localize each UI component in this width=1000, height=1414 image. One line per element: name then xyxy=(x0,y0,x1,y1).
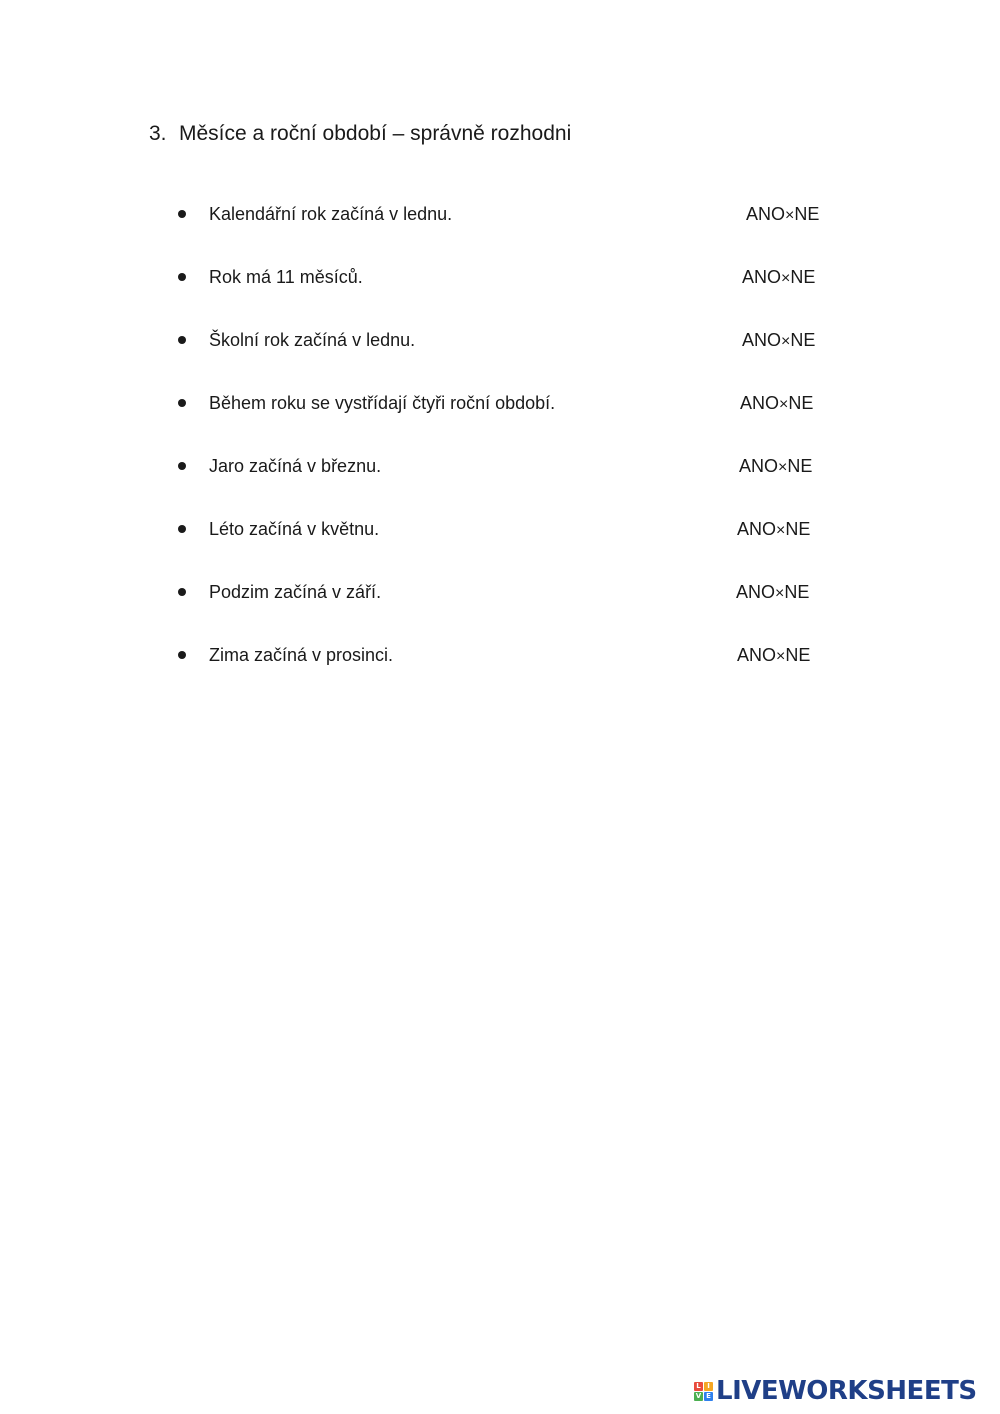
list-item xyxy=(178,453,878,479)
no-option[interactable]: NE xyxy=(787,456,813,476)
logo-grid-icon xyxy=(694,1382,713,1401)
no-option[interactable]: NE xyxy=(790,267,816,287)
no-option[interactable]: NE xyxy=(785,519,811,539)
statement-text: Školní rok začíná v lednu. xyxy=(209,330,416,350)
bullet-icon xyxy=(178,273,186,281)
separator: × xyxy=(775,585,785,602)
yes-option[interactable]: ANO xyxy=(742,267,782,287)
exercise-title: Měsíce a roční období – správně rozhodni xyxy=(179,122,572,145)
list-item xyxy=(178,264,878,290)
logo-letter: V xyxy=(695,1391,702,1400)
statement-text: Podzim začíná v září. xyxy=(209,582,382,602)
exercise-heading xyxy=(149,119,571,149)
separator: × xyxy=(776,648,786,665)
yes-option[interactable]: ANO xyxy=(736,582,776,602)
list-item xyxy=(178,642,878,668)
list-item xyxy=(178,516,878,542)
answer-choice xyxy=(739,453,812,481)
yes-option[interactable]: ANO xyxy=(746,204,786,224)
statement-text: Během roku se vystřídají čtyři roční období. xyxy=(209,393,556,413)
separator: × xyxy=(781,333,791,350)
list-item xyxy=(178,390,878,416)
list-item xyxy=(178,579,878,605)
no-option[interactable]: NE xyxy=(794,204,820,224)
yes-option[interactable]: ANO xyxy=(742,330,782,350)
yes-option[interactable]: ANO xyxy=(737,519,777,539)
no-option[interactable]: NE xyxy=(790,330,816,350)
separator: × xyxy=(779,396,789,413)
no-option[interactable]: NE xyxy=(788,393,814,413)
logo-letter: L xyxy=(694,1382,703,1391)
bullet-icon xyxy=(178,336,186,344)
logo-letter: I xyxy=(704,1382,713,1391)
logo-letter: E xyxy=(704,1392,713,1401)
yes-option[interactable]: ANO xyxy=(739,456,779,476)
bullet-icon xyxy=(178,525,186,533)
separator: × xyxy=(781,270,791,287)
bullet-icon xyxy=(178,462,186,470)
statement-text: Léto začíná v květnu. xyxy=(209,519,380,539)
answer-choice xyxy=(736,579,809,607)
answer-choice xyxy=(742,264,815,292)
bullet-icon xyxy=(178,210,186,218)
answer-choice xyxy=(737,516,810,544)
bullet-icon xyxy=(178,399,186,407)
answer-choice xyxy=(740,390,813,418)
list-item xyxy=(178,327,878,353)
answer-choice xyxy=(746,201,819,229)
yes-option[interactable]: ANO xyxy=(737,645,777,665)
statement-text: Kalendářní rok začíná v lednu. xyxy=(209,204,453,224)
statement-text: Jaro začíná v březnu. xyxy=(209,456,382,476)
separator: × xyxy=(778,459,788,476)
separator: × xyxy=(785,207,795,224)
exercise-number: 3. xyxy=(149,122,167,145)
answer-choice xyxy=(737,642,810,670)
yes-option[interactable]: ANO xyxy=(740,393,780,413)
no-option[interactable]: NE xyxy=(784,582,810,602)
list-item xyxy=(178,201,878,227)
bullet-icon xyxy=(178,588,186,596)
separator: × xyxy=(776,522,786,539)
no-option[interactable]: NE xyxy=(785,645,811,665)
logo-text: LIVEWORKSHEETS xyxy=(716,1376,977,1406)
statement-text: Rok má 11 měsíců. xyxy=(209,267,363,287)
liveworksheets-logo xyxy=(694,1376,977,1406)
statement-text: Zima začíná v prosinci. xyxy=(209,645,394,665)
answer-choice xyxy=(742,327,815,355)
bullet-icon xyxy=(178,651,186,659)
